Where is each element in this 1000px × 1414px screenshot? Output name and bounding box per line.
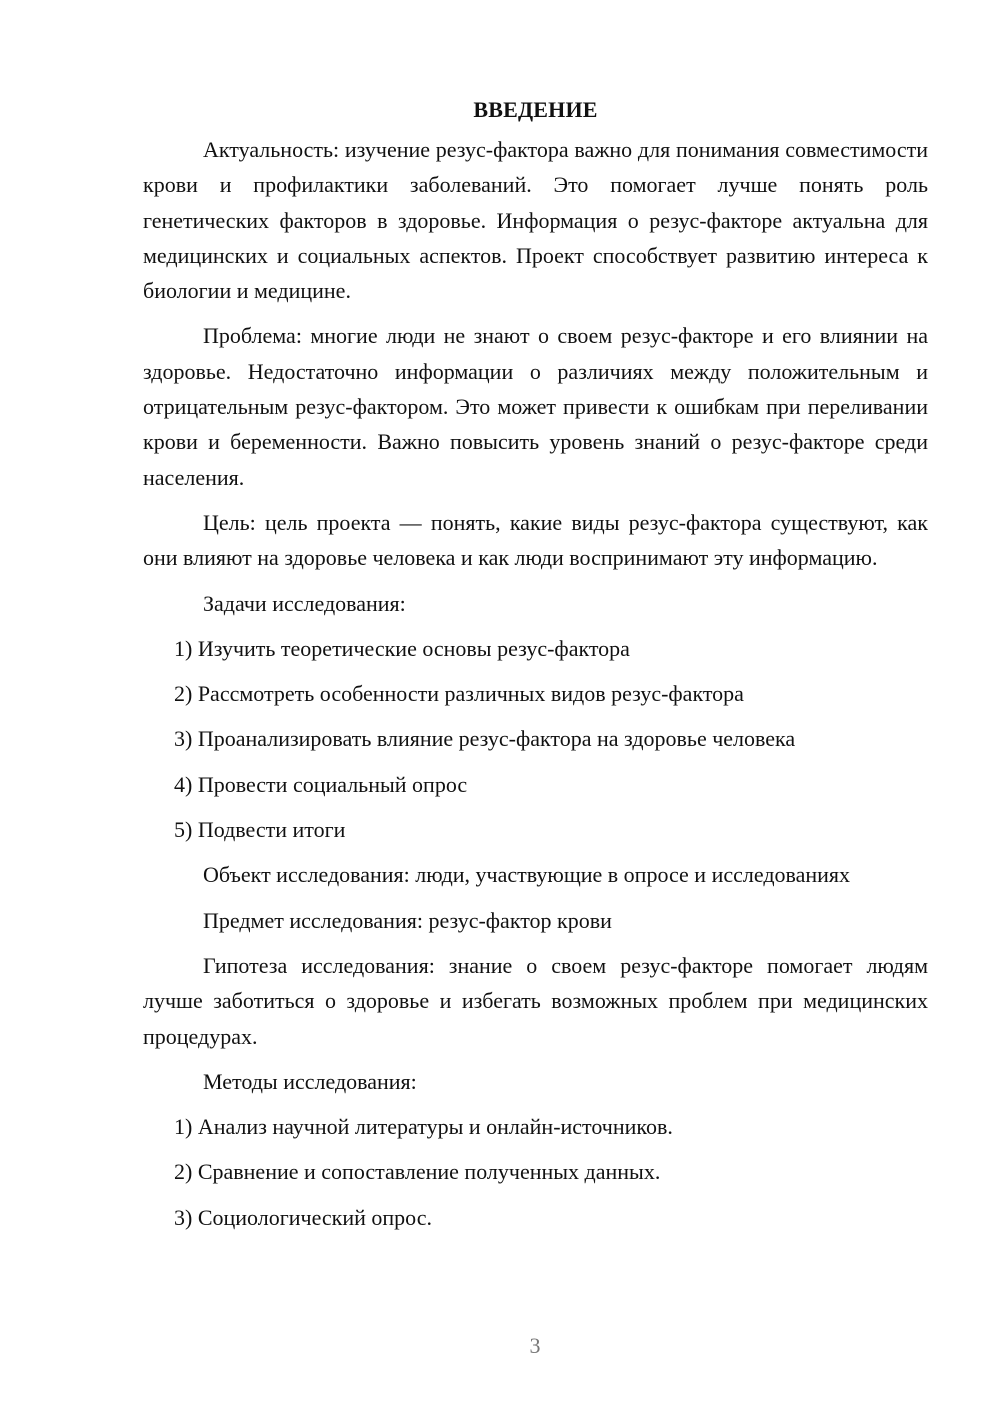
- page-title: ВВЕДЕНИЕ: [473, 97, 598, 122]
- goal-paragraph: Цель: цель проекта — понять, какие виды резус-фактора существуют, как они влияют на здоровье человека и как люди воспринимают эту информацию.: [143, 509, 928, 571]
- list-item: 2) Сравнение и сопоставление полученных данных.: [174, 1159, 661, 1185]
- methods-list: [143, 1109, 928, 1235]
- tasks-heading: Задачи исследования:: [203, 590, 406, 616]
- list-item: 2) Рассмотреть особенности различных видов резус-фактора: [174, 681, 744, 707]
- list-item: 3) Проанализировать влияние резус-фактора на здоровье человека: [174, 726, 796, 752]
- list-item: 5) Подвести итоги: [174, 817, 346, 843]
- list-item: 1) Изучить теоретические основы резус-фактора: [174, 635, 630, 661]
- object-paragraph: Объект исследования: люди, участвующие в опросе и исследованиях: [203, 862, 851, 888]
- page-number: 3: [529, 1333, 541, 1358]
- list-item: 4) Провести социальный опрос: [174, 771, 468, 797]
- relevance-paragraph: Актуальность: изучение резус-фактора важно для понимания совместимости крови и профилактики заболеваний. Это помогает лучше понять роль генетических факторов в здоровье. Информация о резус-факторе актуальна для медицинских и социальных аспектов. Проект способствует развитию интереса к биологии и медицине.: [143, 137, 928, 304]
- hypothesis-paragraph: Гипотеза исследования: знание о своем резус-факторе помогает людям лучше заботиться о здоровье и избегать возможных проблем при медицинских процедурах.: [143, 952, 928, 1049]
- list-item: 3) Социологический опрос.: [174, 1204, 432, 1230]
- problem-paragraph: Проблема: многие люди не знают о своем резус-факторе и его влиянии на здоровье. Недостаточно информации о различиях между положительным и отрицательным резус-фактором. Это может привести к ошибкам при переливании крови и беременности. Важно повысить уровень знаний о резус-факторе среди населения.: [143, 323, 928, 490]
- methods-heading: Методы исследования:: [203, 1068, 417, 1094]
- list-item: 1) Анализ научной литературы и онлайн-источников.: [174, 1114, 673, 1140]
- subject-paragraph: Предмет исследования: резус-фактор крови: [203, 907, 612, 933]
- document-page: [143, 92, 928, 1235]
- tasks-list: [143, 631, 928, 847]
